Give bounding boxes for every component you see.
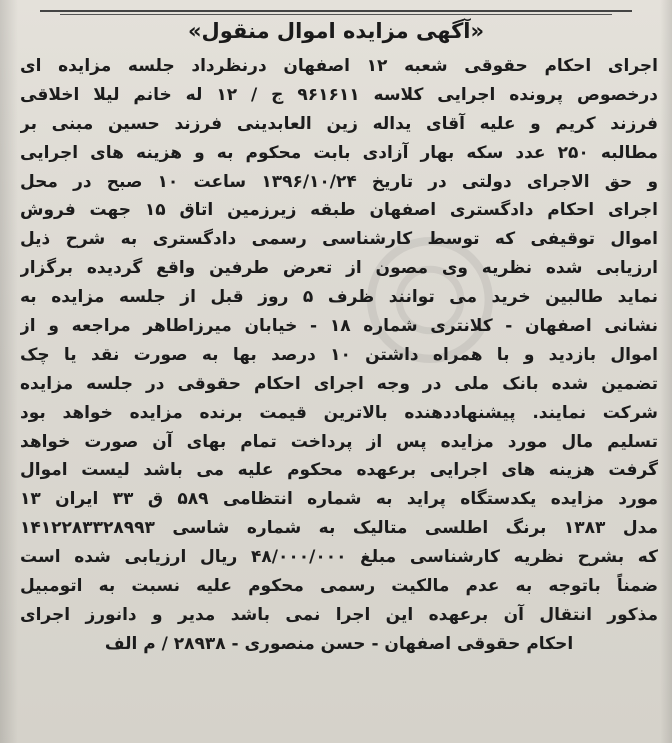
notice-line: مطالبه ۲۵۰ عدد سکه بهار آزادی بابت محکوم به و هزینه های اجرایی — [20, 142, 658, 163]
notice-title: «آگهی مزایده اموال منقول» — [187, 19, 485, 43]
notice-line: و حق الاجرای دولتی در تاریخ ۱۳۹۶/۱۰/۲۴ ساعت ۱۰ صبح در محل — [20, 171, 658, 192]
notice-line: اجرای احکام دادگستری اصفهان طبقه زیرزمین اتاق ۱۵ جهت فروش — [20, 200, 658, 221]
notice-line: اموال توقیفی که توسط کارشناسی رسمی دادگستری به شرح ذیل — [20, 229, 658, 250]
notice-line: گرفت هزینه های اجرایی برعهده محکوم علیه می باشد لیست اموال — [20, 460, 658, 481]
notice-line: مورد مزایده یکدستگاه پراید به شماره انتظامی ۵۸۹ ق ۳۳ ایران ۱۳ — [20, 489, 658, 510]
title-rule — [60, 14, 612, 15]
paper-edge-shadow-right — [660, 0, 672, 743]
notice-line: مدل ۱۳۸۳ برنگ اطلسی متالیک به شماره شاسی ۱۴۱۲۲۸۳۳۲۸۹۹۳ — [20, 518, 658, 539]
notice-body — [20, 52, 658, 659]
notice-line: شرکت نمایند. پیشنهاددهنده بالاترین قیمت برنده مزایده خواهد بود — [20, 402, 658, 423]
notice-line: تسلیم مال مورد مزایده پس از پرداخت تمام بهای آن صورت خواهد — [20, 431, 658, 452]
paper-edge-shadow-left — [0, 0, 18, 743]
cropped-header-strip — [40, 0, 632, 12]
notice-line: تضمین شده بانک ملی در وجه اجرای احکام حقوقی در جلسه مزایده — [20, 373, 658, 394]
notice-line: اموال بازدید و با همراه داشتن ۱۰ درصد بها به صورت نقد یا چک — [20, 344, 658, 365]
notice-line: ضمناً باتوجه به عدم مالکیت رسمی محکوم علیه نسبت به اتومبیل — [20, 576, 658, 597]
notice-line: نشانی اصفهان - کلانتری شماره ۱۸ - خیابان میرزاطاهر مراجعه و از — [20, 316, 658, 337]
notice-line: فرزند کریم و علیه آقای یداله زین العابدینی فرزند حسین مبنی بر — [20, 113, 658, 134]
notice-line: ارزیابی شده نظریه وی مصون از تعرض طرفین واقع گردیده برگزار — [20, 258, 658, 279]
notice-line: اجرای احکام حقوقی شعبه ۱۲ اصفهان درنظرداد جلسه مزایده ای — [20, 56, 658, 76]
notice-line: مذکور انتقال آن برعهده این اجرا نمی باشد مدیر و دانورز اجرای — [20, 604, 658, 625]
notice-line: احکام حقوقی اصفهان - حسن منصوری - ۲۸۹۳۸ / م الف — [104, 633, 574, 654]
notice-line: که بشرح نظریه کارشناسی مبلغ ۴۸/۰۰۰/۰۰۰ ریال ارزیابی شده است — [20, 547, 658, 568]
notice-line: درخصوص پرونده اجرایی کلاسه ۹۶۱۶۱۱ ج / ۱۲ له خانم لیلا اخلاقی — [20, 84, 658, 105]
notice-line: نماید طالبین خرید می توانند ظرف ۵ روز قبل از جلسه مزایده به — [20, 287, 658, 308]
